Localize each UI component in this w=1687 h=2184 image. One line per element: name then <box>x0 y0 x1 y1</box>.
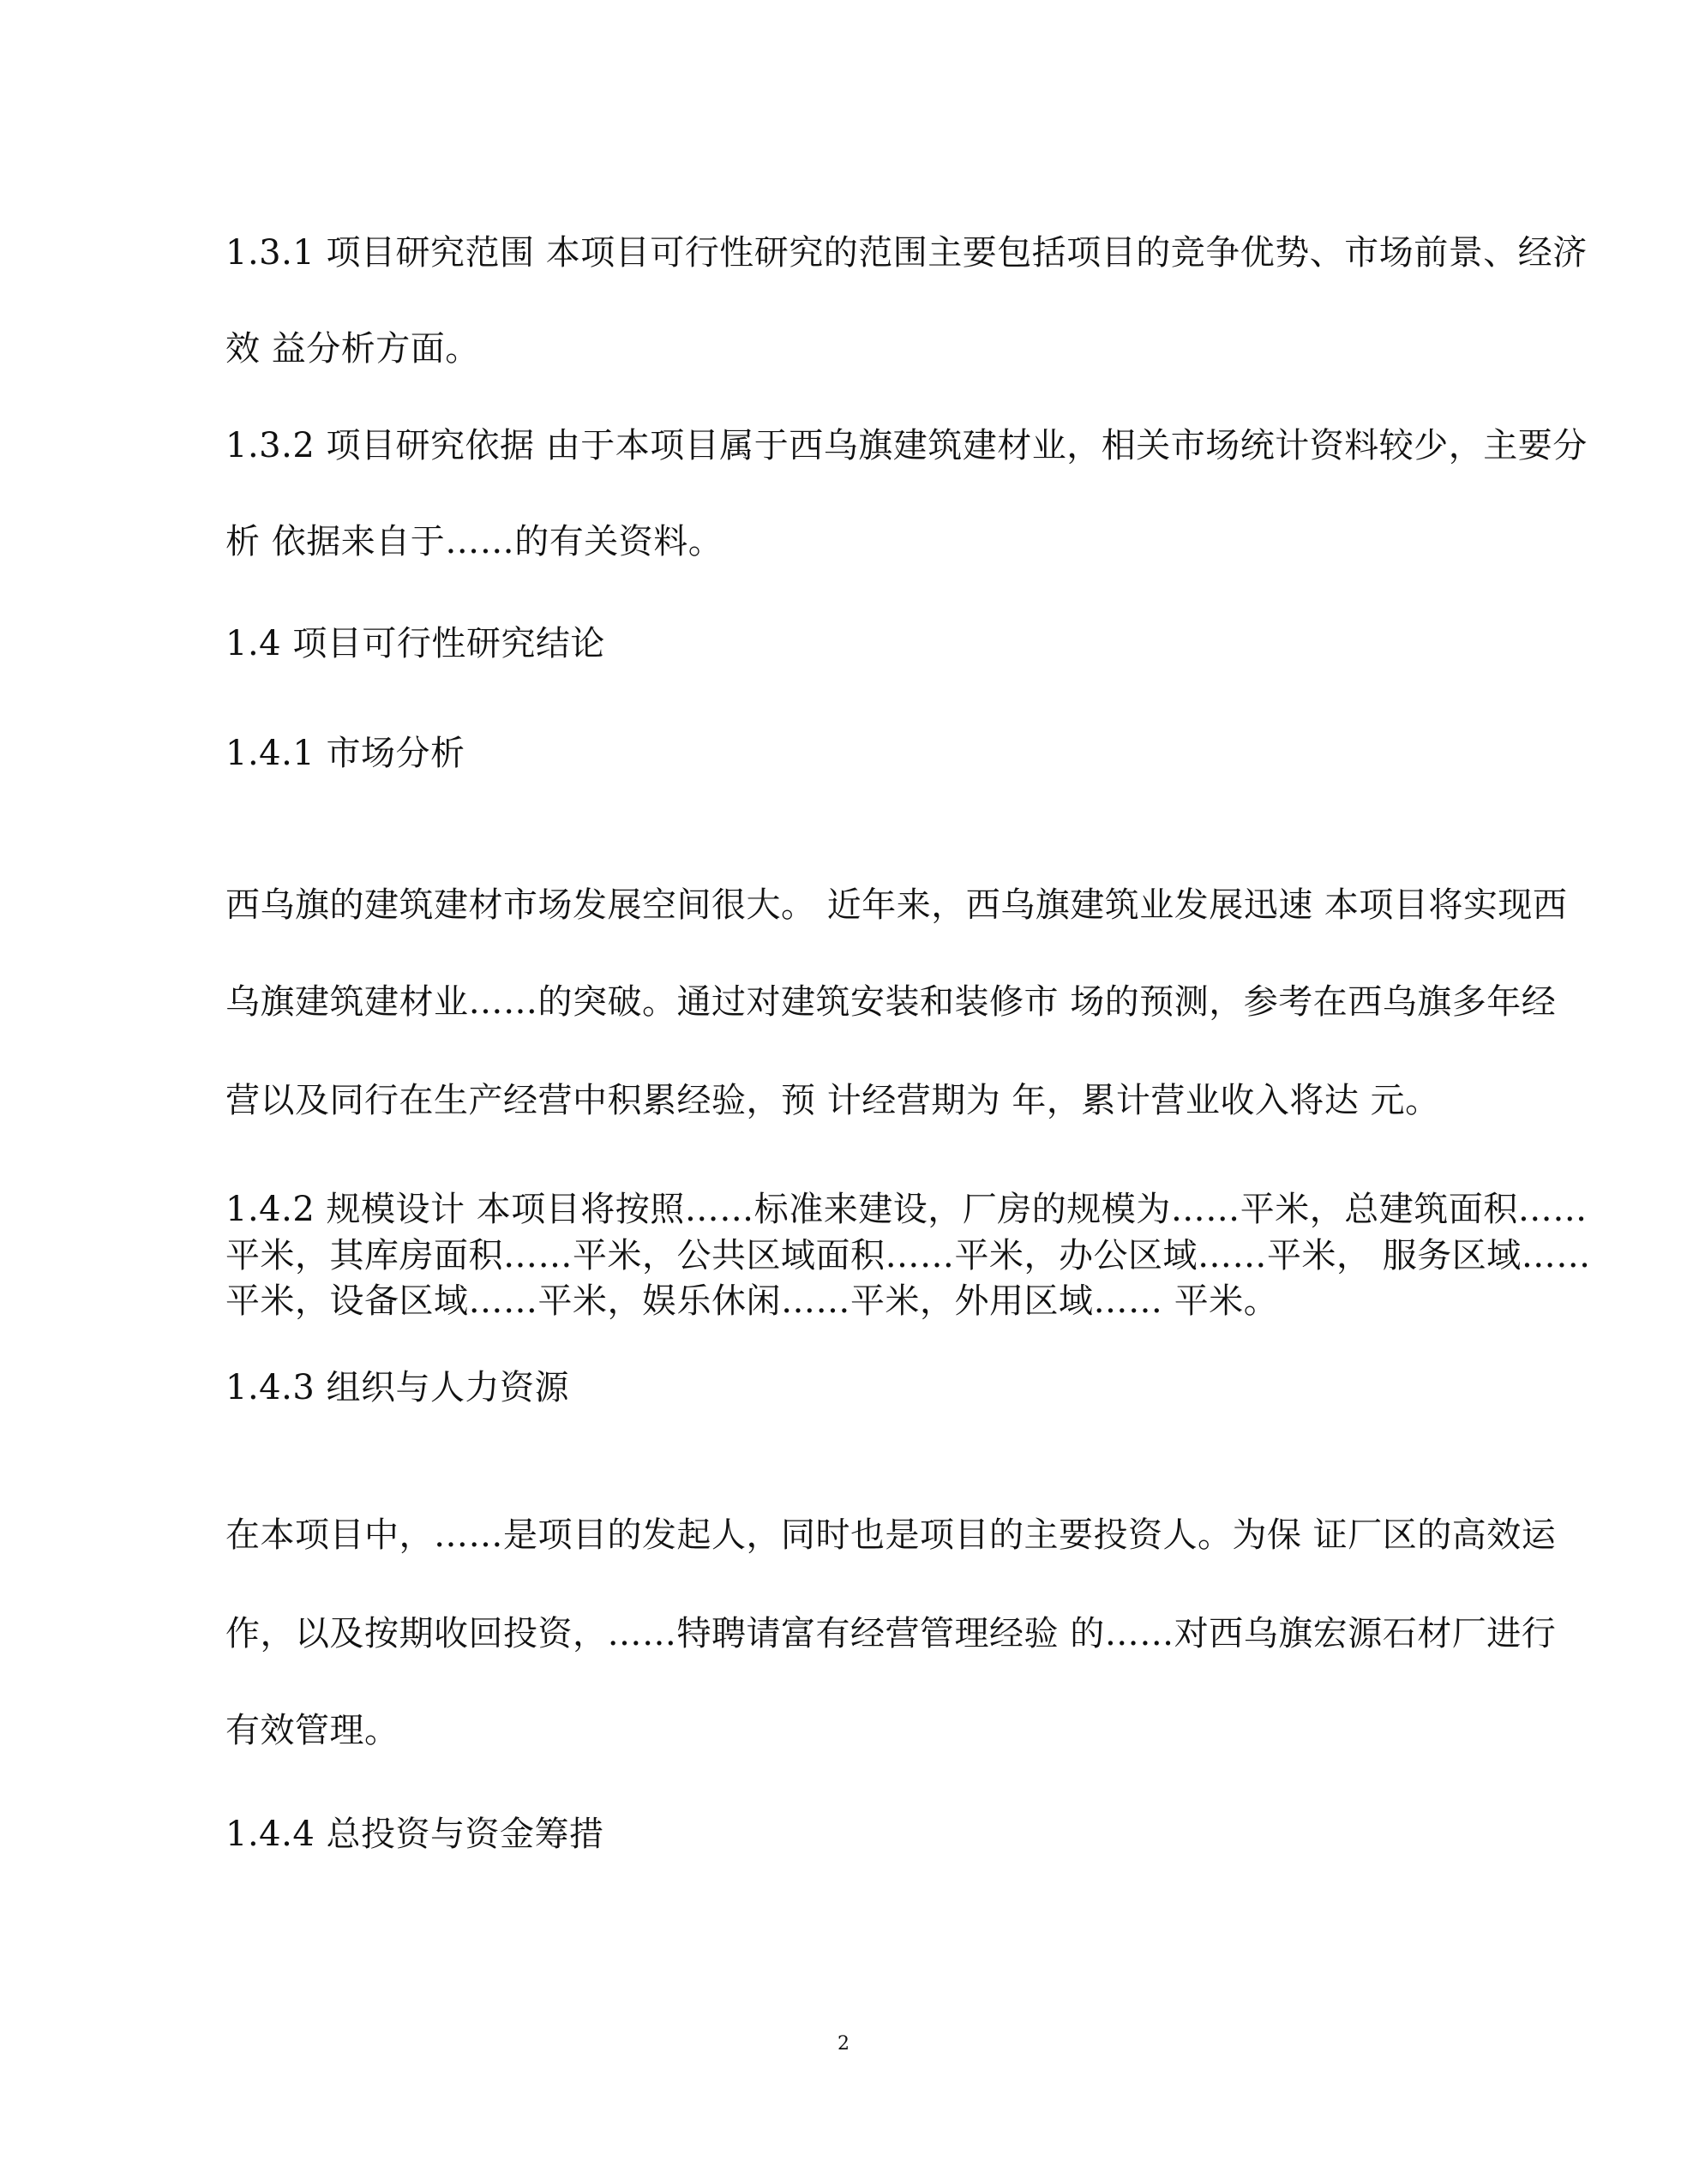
paragraph-organization-line-1: 在本项目中，……是项目的发起人，同时也是项目的主要投资人。为保 证厂区的高效运 <box>225 1515 1557 1555</box>
heading-1-4-1: 1.4.1 市场分析 <box>225 734 465 773</box>
paragraph-1-3-1-line-1: 1.3.1 项目研究范围 本项目可行性研究的范围主要包括项目的竞争优势、市场前景、经济 <box>225 233 1588 273</box>
paragraph-market-line-2: 乌旗建筑建材业……的突破。通过对建筑安装和装修市 场的预测，参考在西乌旗多年经 <box>225 982 1557 1022</box>
paragraph-market-line-3: 营以及同行在生产经营中积累经验，预 计经营期为 年，累计营业收入将达 元。 <box>225 1081 1440 1120</box>
paragraph-organization-line-3: 有效管理。 <box>225 1711 399 1750</box>
paragraph-organization-line-2: 作，以及按期收回投资，……特聘请富有经营管理经验 的……对西乌旗宏源石材厂进行 <box>225 1614 1557 1653</box>
paragraph-1-4-2-line-3: 平米，设备区域……平米，娱乐休闲……平米，外用区域…… 平米。 <box>225 1281 1279 1321</box>
paragraph-1-3-2-line-1: 1.3.2 项目研究依据 由于本项目属于西乌旗建筑建材业，相关市场统计资料较少，主要分 <box>225 426 1588 465</box>
heading-1-4-3: 1.4.3 组织与人力资源 <box>225 1368 569 1407</box>
paragraph-1-4-2-line-1: 1.4.2 规模设计 本项目将按照……标准来建设，厂房的规模为……平米，总建筑面积…… <box>225 1190 1588 1229</box>
paragraph-1-3-2-line-2: 析 依据来自于……的有关资料。 <box>225 522 723 561</box>
heading-1-4-4: 1.4.4 总投资与资金筹措 <box>225 1815 604 1854</box>
page-number: 2 <box>837 2033 850 2055</box>
paragraph-market-line-1: 西乌旗的建筑建材市场发展空间很大。 近年来，西乌旗建筑业发展迅速 本项目将实现西 <box>225 885 1568 925</box>
paragraph-1-3-1-line-2: 效 益分析方面。 <box>225 329 480 369</box>
paragraph-1-4-2-line-2: 平米，其库房面积……平米，公共区域面积……平米，办公区域……平米， 服务区域…… <box>225 1236 1591 1275</box>
heading-1-4: 1.4 项目可行性研究结论 <box>225 624 605 663</box>
